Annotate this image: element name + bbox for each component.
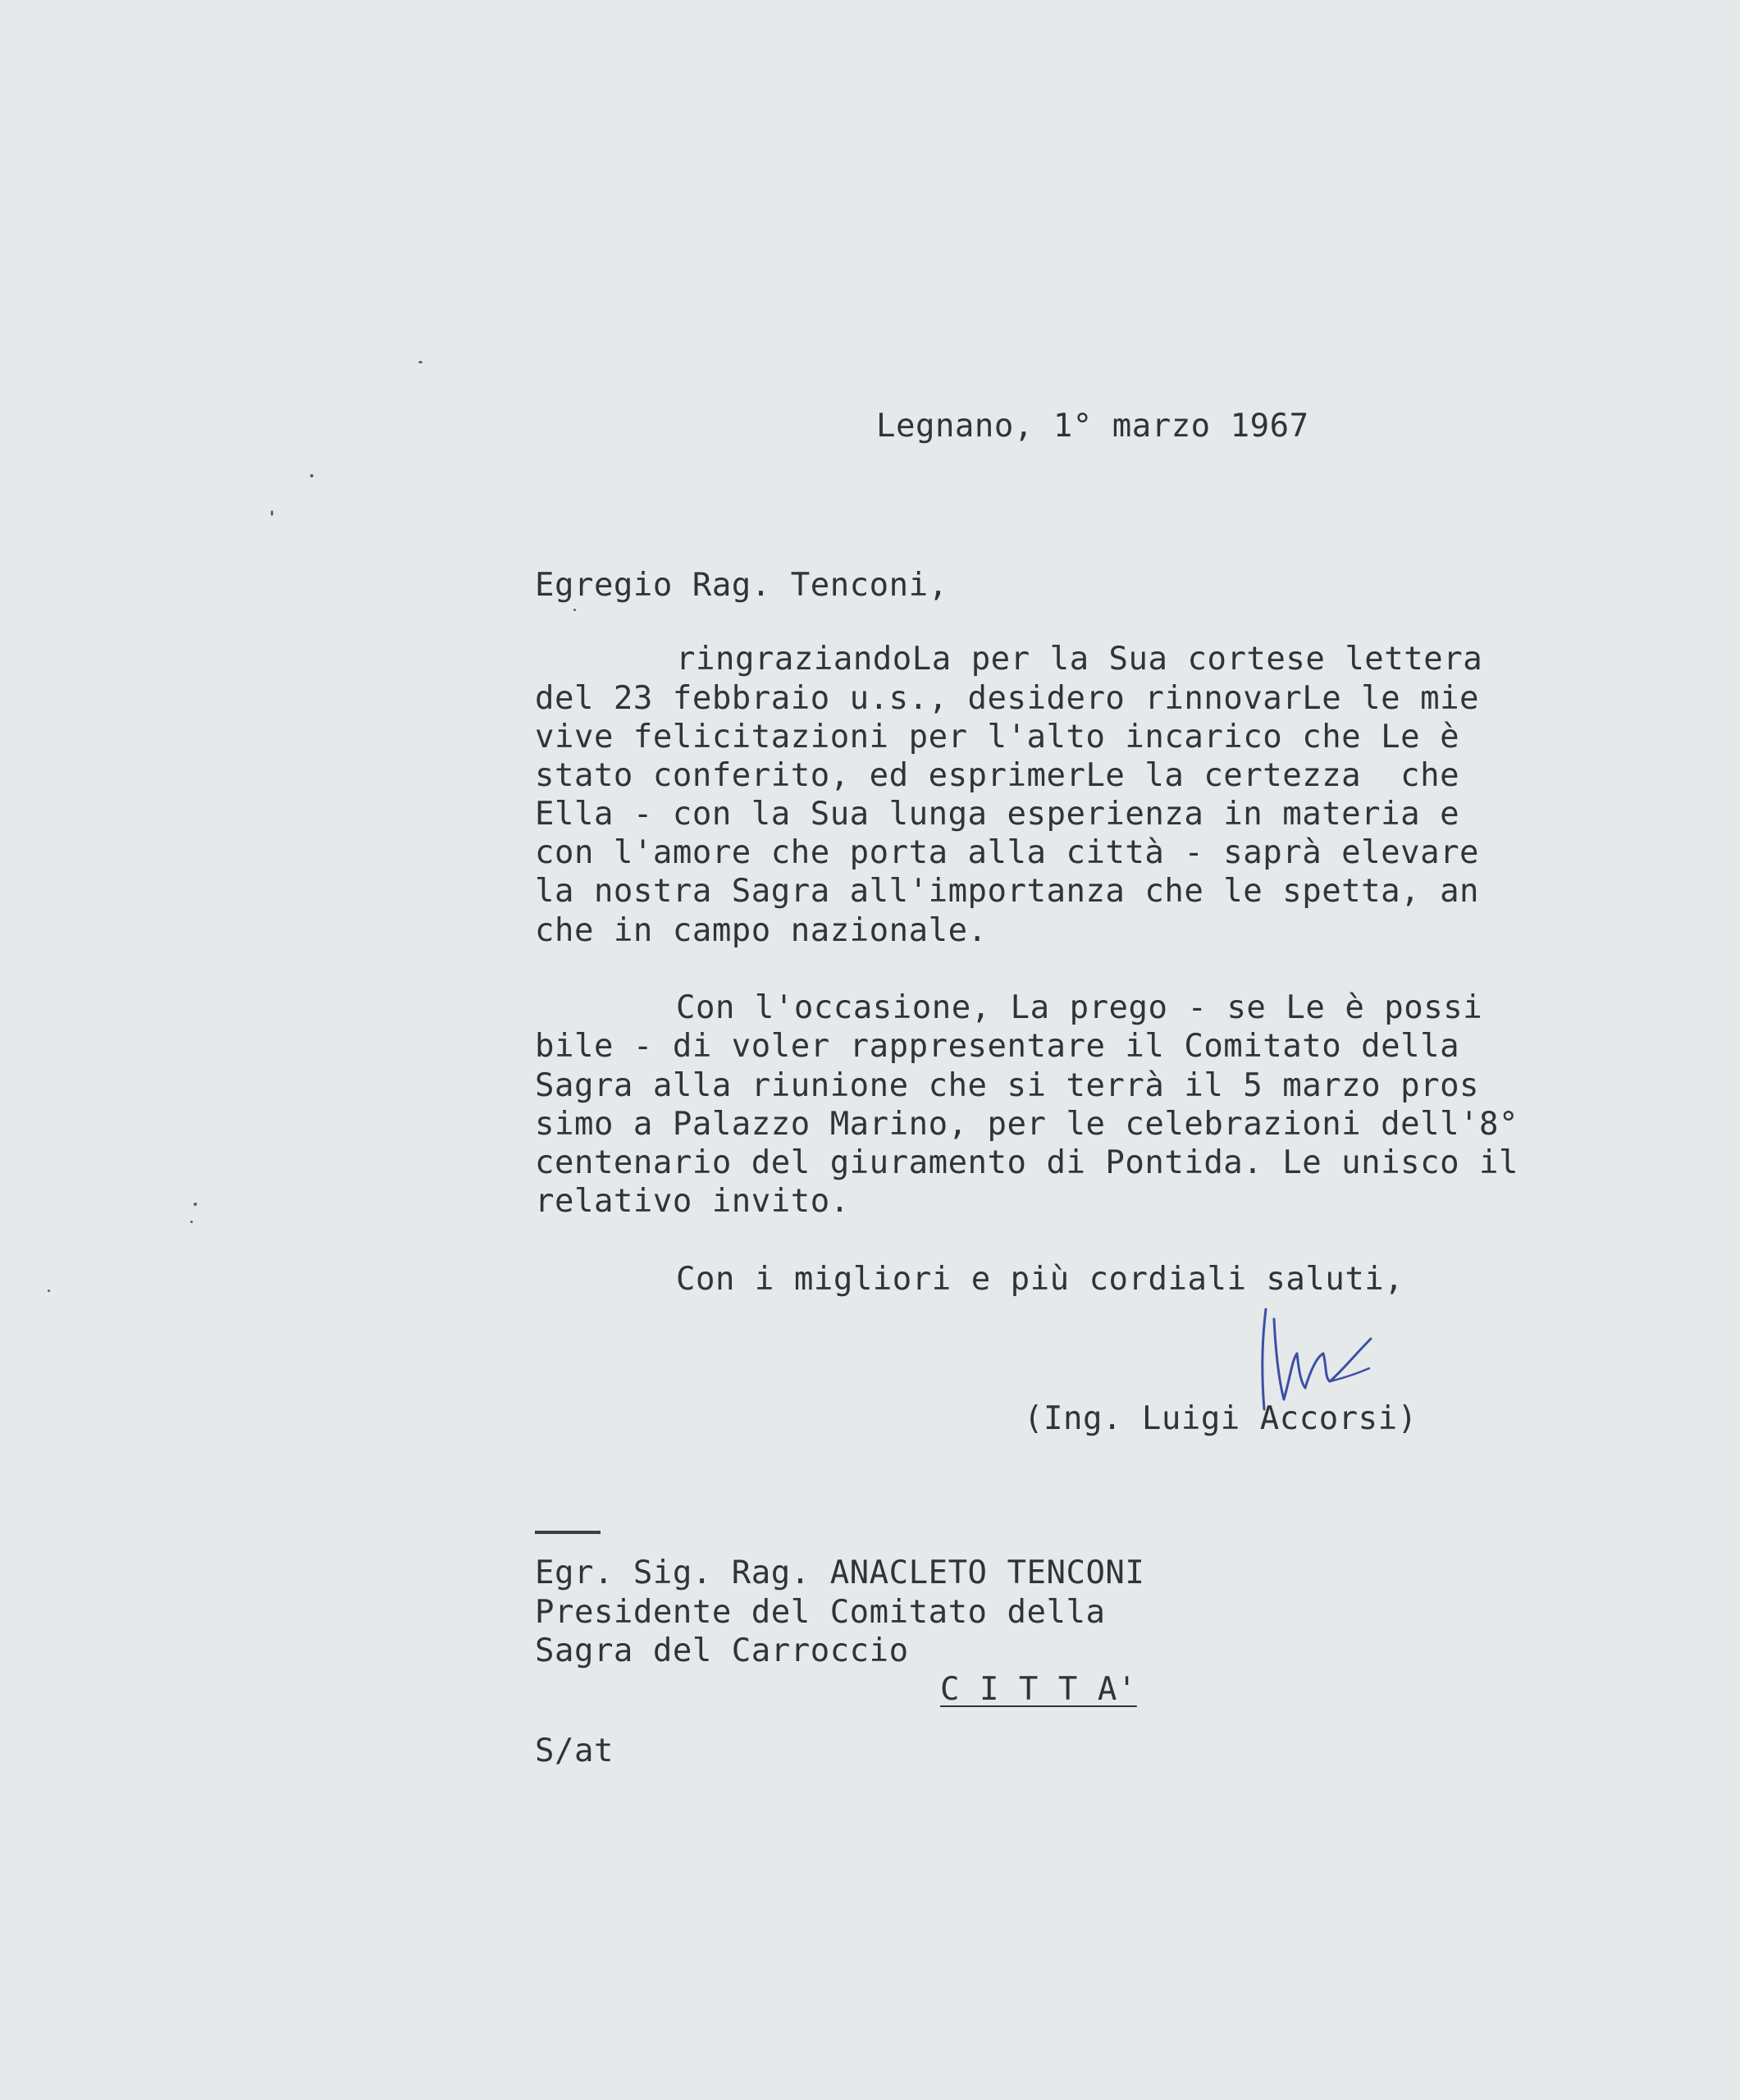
paragraph-2-line: relativo invito. (535, 1183, 850, 1220)
paper-speck (418, 361, 422, 363)
paragraph-2-line: bile - di voler rappresentare il Comitato della (535, 1028, 1460, 1065)
paragraph-1-line: la nostra Sagra all'importanza che le spetta, an (535, 873, 1480, 910)
paragraph-2-line: Sagra alla riunione che si terrà il 5 marzo pros (535, 1067, 1480, 1104)
paragraph-2-line: simo a Palazzo Marino, per le celebrazioni dell'8° (535, 1106, 1519, 1143)
paragraph-1-line: del 23 febbraio u.s., desidero rinnovarLe le mie (535, 680, 1480, 717)
paper-speck (310, 474, 313, 477)
paragraph-1-line: Ella - con la Sua lunga esperienza in materia e (535, 796, 1460, 833)
paragraph-1-line: vive felicitazioni per l'alto incarico che Le è (535, 719, 1460, 756)
reference-initials: S/at (535, 1732, 614, 1769)
separator-rule (535, 1531, 601, 1534)
paragraph-1-line: stato conferito, ed esprimerLe la certezza che (535, 757, 1460, 794)
paper-speck (573, 609, 576, 611)
letter-date: Legnano, 1° marzo 1967 (876, 408, 1309, 445)
paper-speck (190, 1221, 193, 1223)
letter-salutation: Egregio Rag. Tenconi, (535, 567, 948, 604)
recipient-line: Egr. Sig. Rag. ANACLETO TENCONI (535, 1554, 1145, 1591)
signatory-name: (Ing. Luigi Accorsi) (1024, 1400, 1418, 1437)
paper-speck (194, 1203, 197, 1206)
paper-speck (271, 510, 273, 516)
paragraph-2-line: centenario del giuramento di Pontida. Le unisco il (535, 1144, 1519, 1181)
recipient-line: Sagra del Carroccio (535, 1632, 909, 1669)
paragraph-1-line: che in campo nazionale. (535, 912, 988, 949)
letter-closing: Con i migliori e più cordiali saluti, (676, 1261, 1404, 1298)
paragraph-1-line: con l'amore che porta alla città - saprà elevare (535, 834, 1480, 871)
paper-speck (48, 1290, 50, 1292)
paragraph-2-line: Con l'occasione, La prego - se Le è possi (676, 989, 1483, 1026)
paragraph-1-line: ringraziandoLa per la Sua cortese lettera (676, 641, 1483, 678)
recipient-line: Presidente del Comitato della (535, 1594, 1106, 1631)
recipient-city: C I T T A' (940, 1671, 1137, 1708)
